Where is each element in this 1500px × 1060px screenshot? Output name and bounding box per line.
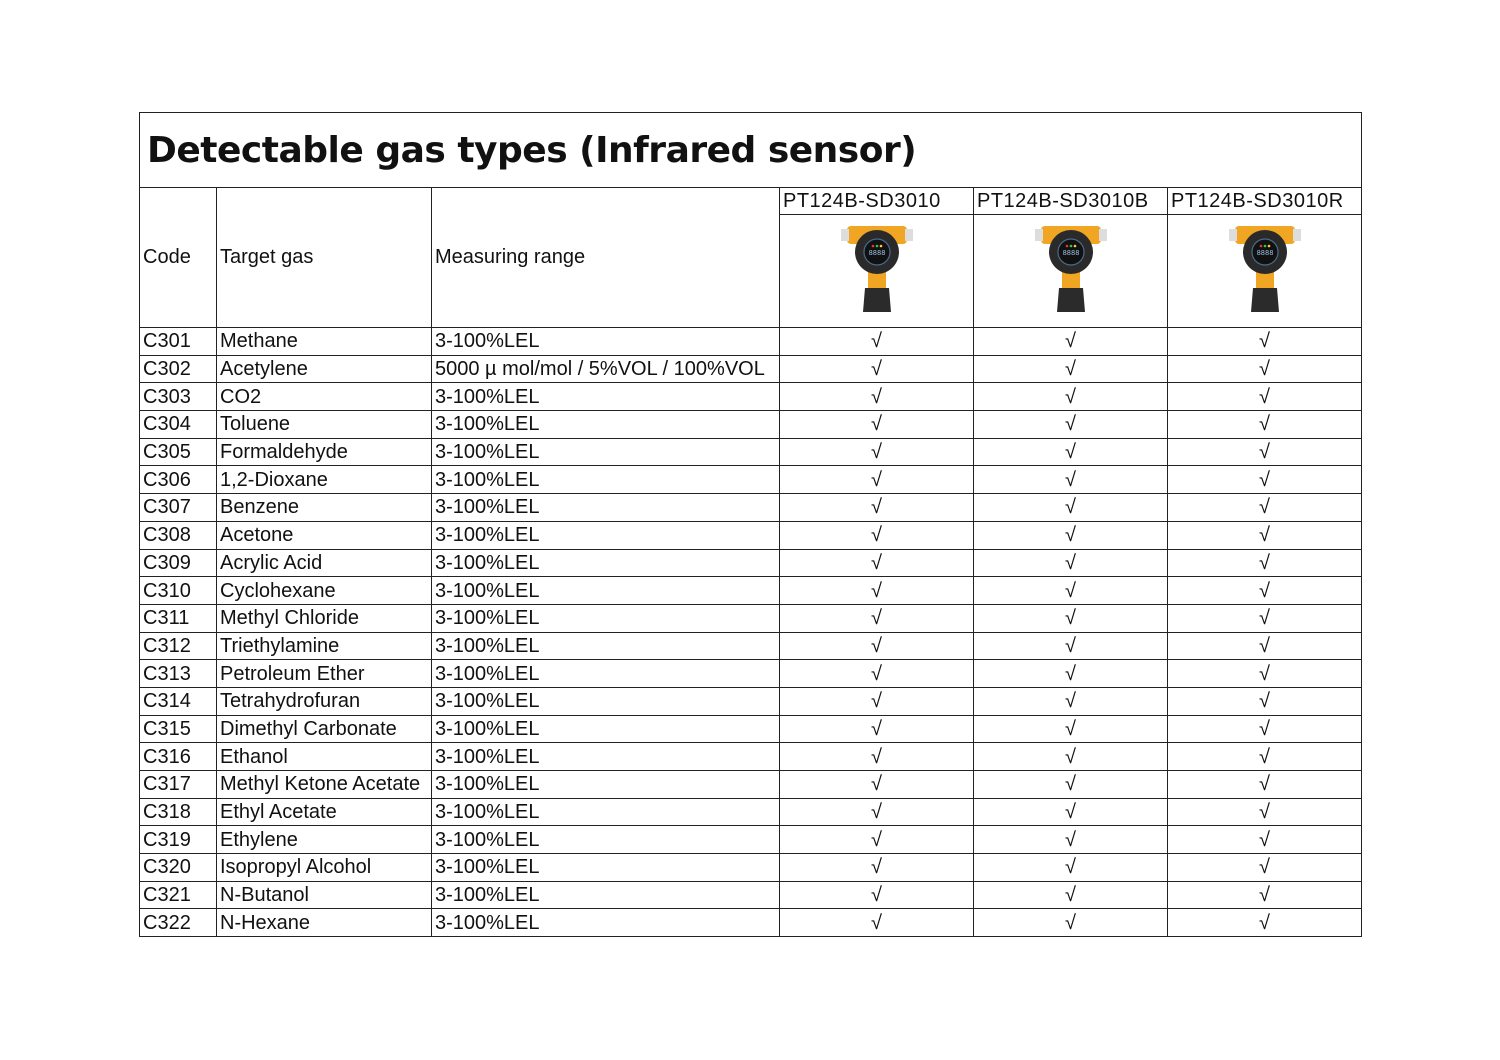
cell-code: C310 [140,577,217,605]
cell-target-gas: Acetone [217,521,432,549]
cell-target-gas: Ethylene [217,826,432,854]
check-mark-model-1: √ [780,604,974,632]
cell-target-gas: Toluene [217,411,432,439]
svg-text:8888: 8888 [1256,249,1273,257]
cell-measuring-range: 3-100%LEL [432,604,780,632]
cell-code: C303 [140,383,217,411]
table-row [140,549,1362,577]
check-mark-model-1: √ [780,715,974,743]
cell-measuring-range: 3-100%LEL [432,909,780,937]
cell-target-gas: Methyl Ketone Acetate [217,771,432,799]
check-mark-model-3: √ [1168,411,1362,439]
check-mark-model-1: √ [780,494,974,522]
cell-target-gas: Isopropyl Alcohol [217,854,432,882]
cell-measuring-range: 3-100%LEL [432,881,780,909]
cell-code: C305 [140,438,217,466]
check-mark-model-2: √ [974,881,1168,909]
check-mark-model-1: √ [780,909,974,937]
cell-target-gas: 1,2-Dioxane [217,466,432,494]
check-mark-model-3: √ [1168,604,1362,632]
cell-target-gas: Acetylene [217,355,432,383]
svg-text:8888: 8888 [868,249,885,257]
cell-target-gas: Benzene [217,494,432,522]
check-mark-model-3: √ [1168,687,1362,715]
cell-measuring-range: 3-100%LEL [432,438,780,466]
cell-measuring-range: 3-100%LEL [432,494,780,522]
check-mark-model-1: √ [780,771,974,799]
check-mark-model-3: √ [1168,521,1362,549]
cell-code: C318 [140,798,217,826]
check-mark-model-2: √ [974,438,1168,466]
cell-target-gas: N-Butanol [217,881,432,909]
check-mark-model-2: √ [974,854,1168,882]
check-mark-model-1: √ [780,826,974,854]
cell-target-gas: Acrylic Acid [217,549,432,577]
check-mark-model-2: √ [974,494,1168,522]
table-row [140,715,1362,743]
check-mark-model-2: √ [974,549,1168,577]
check-mark-model-2: √ [974,604,1168,632]
check-mark-model-2: √ [974,632,1168,660]
table-row [140,632,1362,660]
table-row [140,743,1362,771]
gas-types-document [139,112,1360,937]
check-mark-model-1: √ [780,355,974,383]
header-model-3: PT124B-SD3010R [1168,188,1362,215]
check-mark-model-1: √ [780,438,974,466]
cell-measuring-range: 3-100%LEL [432,743,780,771]
check-mark-model-2: √ [974,466,1168,494]
check-mark-model-3: √ [1168,854,1362,882]
cell-measuring-range: 3-100%LEL [432,521,780,549]
table-row [140,771,1362,799]
check-mark-model-1: √ [780,660,974,688]
cell-measuring-range: 3-100%LEL [432,549,780,577]
cell-measuring-range: 5000 µ mol/mol / 5%VOL / 100%VOL [432,355,780,383]
cell-measuring-range: 3-100%LEL [432,328,780,356]
cell-target-gas: N-Hexane [217,909,432,937]
table-row [140,383,1362,411]
check-mark-model-1: √ [780,854,974,882]
cell-code: C312 [140,632,217,660]
check-mark-model-3: √ [1168,549,1362,577]
gas-types-table [139,112,1362,937]
check-mark-model-1: √ [780,798,974,826]
cell-target-gas: CO2 [217,383,432,411]
check-mark-model-2: √ [974,355,1168,383]
cell-code: C301 [140,328,217,356]
header-model-1: PT124B-SD3010 [780,188,974,215]
check-mark-model-2: √ [974,328,1168,356]
cell-code: C320 [140,854,217,882]
check-mark-model-3: √ [1168,909,1362,937]
table-row [140,604,1362,632]
cell-target-gas: Methane [217,328,432,356]
cell-measuring-range: 3-100%LEL [432,466,780,494]
check-mark-model-3: √ [1168,798,1362,826]
cell-measuring-range: 3-100%LEL [432,411,780,439]
table-title: Detectable gas types (Infrared sensor) [140,113,1362,188]
check-mark-model-1: √ [780,687,974,715]
check-mark-model-3: √ [1168,577,1362,605]
table-row [140,577,1362,605]
check-mark-model-2: √ [974,687,1168,715]
cell-code: C313 [140,660,217,688]
gas-detector-icon [841,222,913,314]
cell-target-gas: Ethanol [217,743,432,771]
table-row [140,494,1362,522]
check-mark-model-1: √ [780,549,974,577]
table-row [140,411,1362,439]
cell-target-gas: Formaldehyde [217,438,432,466]
cell-measuring-range: 3-100%LEL [432,660,780,688]
cell-target-gas: Cyclohexane [217,577,432,605]
gas-detector-icon [1229,222,1301,314]
gas-detector-image-2 [974,215,1168,328]
check-mark-model-3: √ [1168,328,1362,356]
check-mark-model-2: √ [974,909,1168,937]
cell-code: C315 [140,715,217,743]
table-row [140,687,1362,715]
cell-target-gas: Ethyl Acetate [217,798,432,826]
check-mark-model-2: √ [974,715,1168,743]
cell-code: C319 [140,826,217,854]
cell-measuring-range: 3-100%LEL [432,715,780,743]
check-mark-model-3: √ [1168,494,1362,522]
svg-text:8888: 8888 [1062,249,1079,257]
table-row [140,909,1362,937]
cell-measuring-range: 3-100%LEL [432,687,780,715]
check-mark-model-3: √ [1168,743,1362,771]
cell-code: C306 [140,466,217,494]
check-mark-model-2: √ [974,383,1168,411]
gas-detector-icon [1035,222,1107,314]
check-mark-model-2: √ [974,660,1168,688]
cell-target-gas: Triethylamine [217,632,432,660]
check-mark-model-2: √ [974,411,1168,439]
check-mark-model-1: √ [780,521,974,549]
cell-code: C314 [140,687,217,715]
cell-target-gas: Dimethyl Carbonate [217,715,432,743]
check-mark-model-1: √ [780,577,974,605]
cell-measuring-range: 3-100%LEL [432,383,780,411]
gas-detector-image-3 [1168,215,1362,328]
cell-measuring-range: 3-100%LEL [432,577,780,605]
check-mark-model-3: √ [1168,383,1362,411]
check-mark-model-2: √ [974,826,1168,854]
cell-code: C316 [140,743,217,771]
table-row [140,466,1362,494]
header-measuring-range: Measuring range [432,188,780,328]
check-mark-model-1: √ [780,411,974,439]
check-mark-model-1: √ [780,466,974,494]
check-mark-model-3: √ [1168,715,1362,743]
cell-code: C308 [140,521,217,549]
cell-target-gas: Methyl Chloride [217,604,432,632]
cell-code: C311 [140,604,217,632]
cell-code: C302 [140,355,217,383]
header-model-2: PT124B-SD3010B [974,188,1168,215]
table-row [140,438,1362,466]
check-mark-model-1: √ [780,743,974,771]
cell-target-gas: Tetrahydrofuran [217,687,432,715]
check-mark-model-3: √ [1168,826,1362,854]
check-mark-model-1: √ [780,881,974,909]
check-mark-model-2: √ [974,521,1168,549]
cell-measuring-range: 3-100%LEL [432,854,780,882]
cell-measuring-range: 3-100%LEL [432,798,780,826]
table-row [140,521,1362,549]
check-mark-model-2: √ [974,771,1168,799]
check-mark-model-3: √ [1168,466,1362,494]
cell-code: C317 [140,771,217,799]
cell-measuring-range: 3-100%LEL [432,826,780,854]
cell-measuring-range: 3-100%LEL [432,771,780,799]
header-target-gas: Target gas [217,188,432,328]
check-mark-model-2: √ [974,743,1168,771]
check-mark-model-1: √ [780,632,974,660]
table-row [140,798,1362,826]
check-mark-model-3: √ [1168,771,1362,799]
cell-code: C322 [140,909,217,937]
check-mark-model-1: √ [780,383,974,411]
cell-code: C321 [140,881,217,909]
table-row [140,328,1362,356]
check-mark-model-3: √ [1168,660,1362,688]
cell-code: C307 [140,494,217,522]
cell-code: C309 [140,549,217,577]
check-mark-model-2: √ [974,798,1168,826]
cell-code: C304 [140,411,217,439]
check-mark-model-1: √ [780,328,974,356]
check-mark-model-3: √ [1168,438,1362,466]
table-row [140,881,1362,909]
cell-target-gas: Petroleum Ether [217,660,432,688]
header-code: Code [140,188,217,328]
cell-measuring-range: 3-100%LEL [432,632,780,660]
table-row [140,826,1362,854]
gas-detector-image-1 [780,215,974,328]
check-mark-model-3: √ [1168,355,1362,383]
table-row [140,355,1362,383]
table-row [140,660,1362,688]
check-mark-model-2: √ [974,577,1168,605]
table-row [140,854,1362,882]
check-mark-model-3: √ [1168,881,1362,909]
check-mark-model-3: √ [1168,632,1362,660]
